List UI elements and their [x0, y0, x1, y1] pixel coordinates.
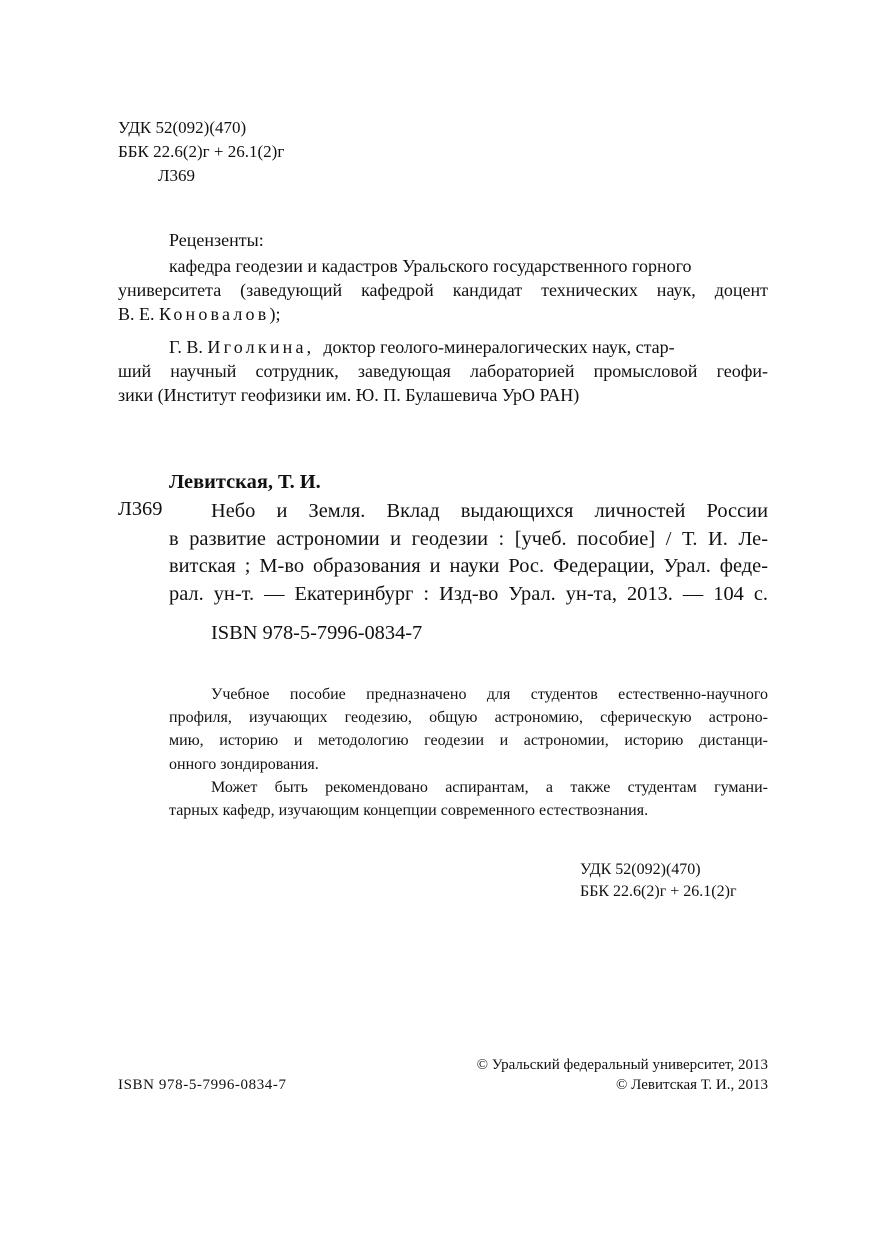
catalog-line: витская ; М-во образования и науки Рос. Федерации, Урал. феде-: [169, 555, 768, 577]
bbk-code: ББК 22.6(2)г + 26.1(2)г: [118, 142, 285, 161]
reviewer-1-line: [118, 302, 768, 326]
annotation: [169, 683, 768, 822]
udk-code: УДК 52(092)(470): [118, 118, 247, 137]
annotation-line: тарных кафедр, изучающим концепции современного естествознания.: [169, 802, 649, 820]
reviewer-2-surname: Иголкина,: [207, 337, 315, 357]
catalog-line: рал. ун-т. — Екатеринбург : Изд-во Урал. ун-та, 2013. — 104 с.: [169, 582, 768, 605]
catalog-author: Левитская, Т. И.: [169, 471, 321, 493]
catalog-line: Небо и Земля. Вклад выдающихся личностей России: [211, 500, 768, 522]
catalog-line: в развитие астрономии и геодезии : [учеб. пособие] / Т. И. Ле-: [169, 527, 768, 550]
annotation-line: онного зондирования.: [169, 755, 319, 773]
reviewer-1-initials: В. Е.: [118, 304, 155, 324]
reviewers-label: Рецензенты:: [169, 230, 264, 250]
reviewer-1-surname: Коновалов: [159, 304, 270, 324]
reviewer-2-rest: доктор геолого-минералогических наук, стар-: [323, 337, 675, 357]
copyright-author: © Левитская Т. И., 2013: [616, 1077, 768, 1093]
reviewer-1-line: кафедра геодезии и кадастров Уральского государственного горного: [169, 256, 692, 276]
catalog-isbn: ISBN 978-5-7996-0834-7: [211, 622, 423, 644]
catalog-description: [169, 498, 768, 608]
reviewer-1: [118, 254, 768, 326]
reviewer-1-end: );: [269, 304, 281, 324]
copyright-isbn: ISBN 978-5-7996-0834-7: [118, 1077, 287, 1093]
annotation-line: профиля, изучающих геодезию, общую астрономию, сферическую астроно-: [169, 709, 768, 727]
annotation-line: Учебное пособие предназначено для студентов естественно-научного: [211, 686, 768, 703]
annotation-line: Может быть рекомендовано аспирантам, а также студентам гумани-: [211, 778, 768, 796]
catalog-sign: Л369: [118, 498, 163, 520]
reviewer-2-line: [118, 335, 768, 359]
footer-udk-code: УДК 52(092)(470): [580, 861, 701, 878]
footer-bbk-code: ББК 22.6(2)г + 26.1(2)г: [580, 883, 737, 900]
copyright-block: [477, 1055, 768, 1095]
copyright-university: © Уральский федеральный университет, 2013: [476, 1057, 768, 1073]
reviewer-2-initials: Г. В.: [169, 337, 203, 357]
reviewer-2-line: ший научный сотрудник, заведующая лабораторией промысловой геофи-: [118, 361, 768, 381]
reviewer-2-line: зики (Институт геофизики им. Ю. П. Булашевича УрО РАН): [118, 385, 580, 405]
author-sign: Л369: [158, 166, 196, 185]
reviewer-1-line: университета (заведующий кафедрой кандидат технических наук, доцент: [118, 280, 768, 300]
reviewer-2: [118, 335, 768, 407]
header-codes: [118, 116, 284, 188]
annotation-line: мию, историю и методологию геодезии и астрономии, историю дистанци-: [169, 732, 768, 750]
footer-codes: [580, 859, 737, 903]
